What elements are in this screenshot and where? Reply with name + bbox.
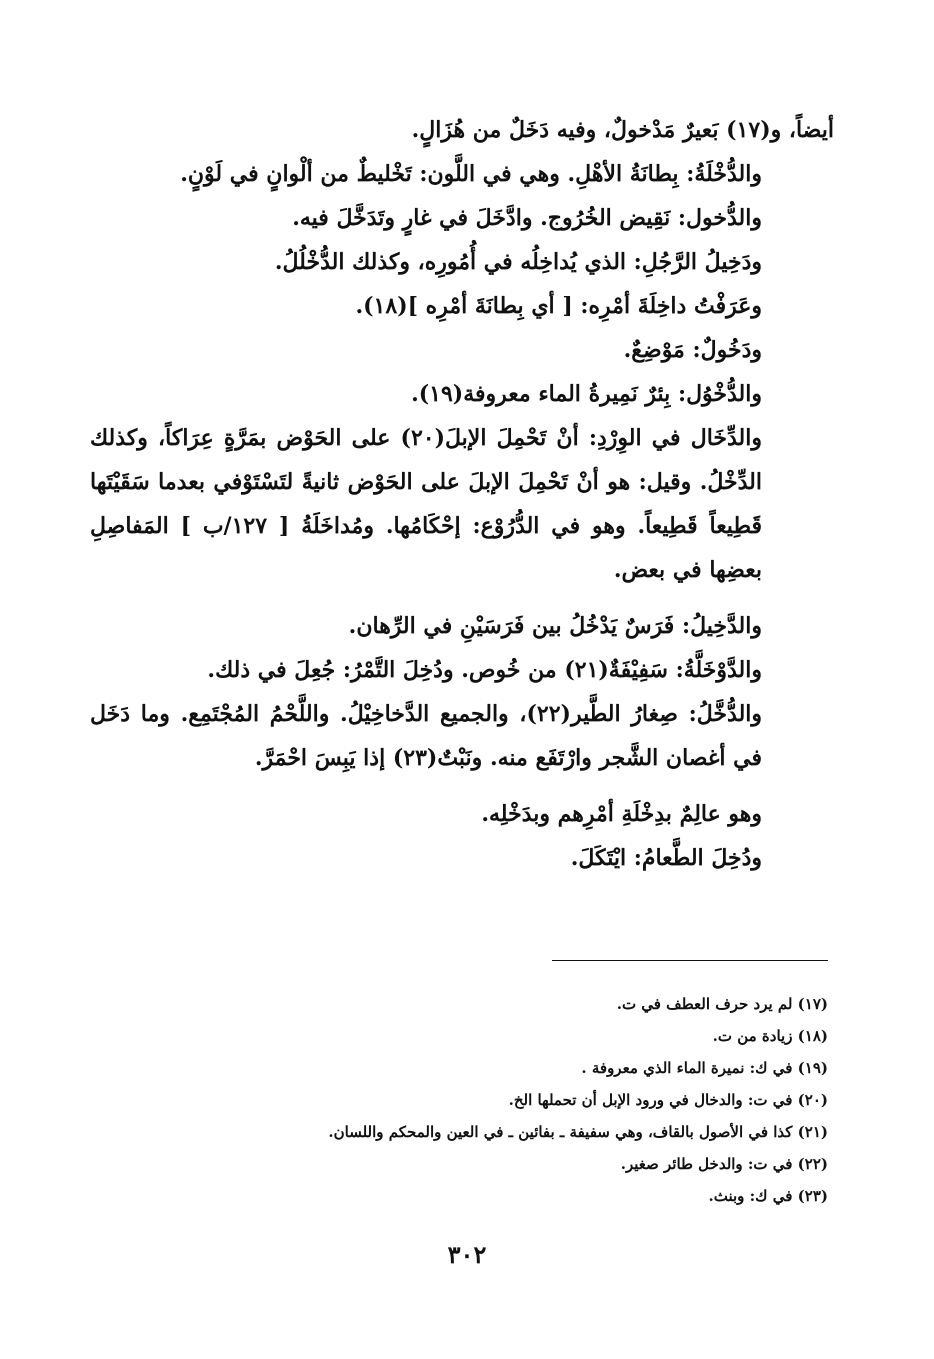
page-number: ٣٠٢ xyxy=(447,1240,487,1269)
footnote: (١٨) زيادة من ت. xyxy=(712,1027,828,1045)
paragraph-gap xyxy=(90,592,834,604)
footnote: (٢٢) في ت: والدخل طائر صغير. xyxy=(620,1155,828,1173)
paragraph: والدُّخْوُل: بِئرٌ نَمِيرةُ الماء معروفة(١٩). xyxy=(411,381,762,407)
paragraph: والدِّخَال في الوِرْدِ: أنْ تَحْمِلَ الإبلَ(٢٠) على الحَوْض بمَرَّةٍ عِرَاكاً، وكذلك الدِّخْلُ. وقيل: هو أنْ تَحْمِلَ الإبلَ على الحَوْض ثانيةً لتَسْتَوْفي بعدما سَقَيْتَها قَطِيعاً قَطِيعاً. وهو في الدُّرُوْع: إحْكَامُها. ومُداخَلَةُ [ ١٢٧/ب ] المَفاصِلِ بعضِها في بعض. xyxy=(90,425,763,583)
main-text xyxy=(90,108,834,880)
footnotes xyxy=(90,988,828,1212)
paragraph: والدُّخَّلُ: صِغارُ الطَّير(٢٢)، والجميع الدَّخاخِيْلُ. واللَّحْمُ المُجْتَمِع. وما دَخَل في أغصان الشَّجر وارْتَفَع منه. ونَبْتٌ(٢٣) إذا يَبِسَ احْمَرَّ. xyxy=(90,701,763,771)
paragraph: أيضاً، و(١٧) بَعيرٌ مَدْخولٌ، وفيه دَخَلٌ من هُزَالٍ. xyxy=(411,117,834,143)
footnote-separator xyxy=(552,960,828,961)
paragraph: ودُخِلَ الطَّعامُ: ايْتَكَلَ. xyxy=(570,845,762,871)
paragraph: وعَرَفْتُ داخِلَةَ أمْرِه: [ أي بِطانَةَ أمْرِه ](١٨). xyxy=(355,293,762,319)
paragraph: وهو عالِمٌ بدِخْلَةِ أمْرِهم وبدَخْلِه. xyxy=(481,801,762,827)
footnote: (٢١) كذا في الأصول بالقاف، وهي سفيفة ـ بفائين ـ في العين والمحكم واللسان. xyxy=(328,1123,828,1141)
paragraph: والدَّخِيلُ: فَرَسٌ يَدْخُلُ بين فَرَسَيْنِ في الرِّهان. xyxy=(348,613,762,639)
paragraph-gap xyxy=(90,780,834,792)
footnote: (٢٣) في ك: وبنث. xyxy=(708,1187,828,1205)
footnote: (٢٠) في ت: والدخال في ورود الإبل أن تحملها الخ. xyxy=(508,1091,828,1109)
footnote: (١٧) لم يرد حرف العطف في ت. xyxy=(616,995,828,1013)
paragraph: ودَخِيلُ الرَّجُلِ: الذي يُداخِلُه في أُمُورِه، وكذلك الدُّخْلُلُ. xyxy=(274,249,762,275)
paragraph: والدَّوْخَلَّةُ: سَفِيْفَةٌ(٢١) من خُوص. ودُخِلَ التَّمْرُ: جُعِلَ في ذلك. xyxy=(207,657,762,683)
paragraph: والدُّخْلَةُ: بِطانَةُ الأهْلِ. وهي في اللَّون: تَخْليطٌ من ألْوانٍ في لَوْنٍ. xyxy=(180,161,762,187)
footnote: (١٩) في ك: نميرة الماء الذي معروفة . xyxy=(581,1059,828,1077)
paragraph: والدُّخول: نَقِيض الخُرُوج. وادَّخَلَ في غارٍ وتَدَخَّلَ فيه. xyxy=(292,205,762,231)
paragraph: ودَخُولٌ: مَوْضِعٌ. xyxy=(623,337,762,363)
